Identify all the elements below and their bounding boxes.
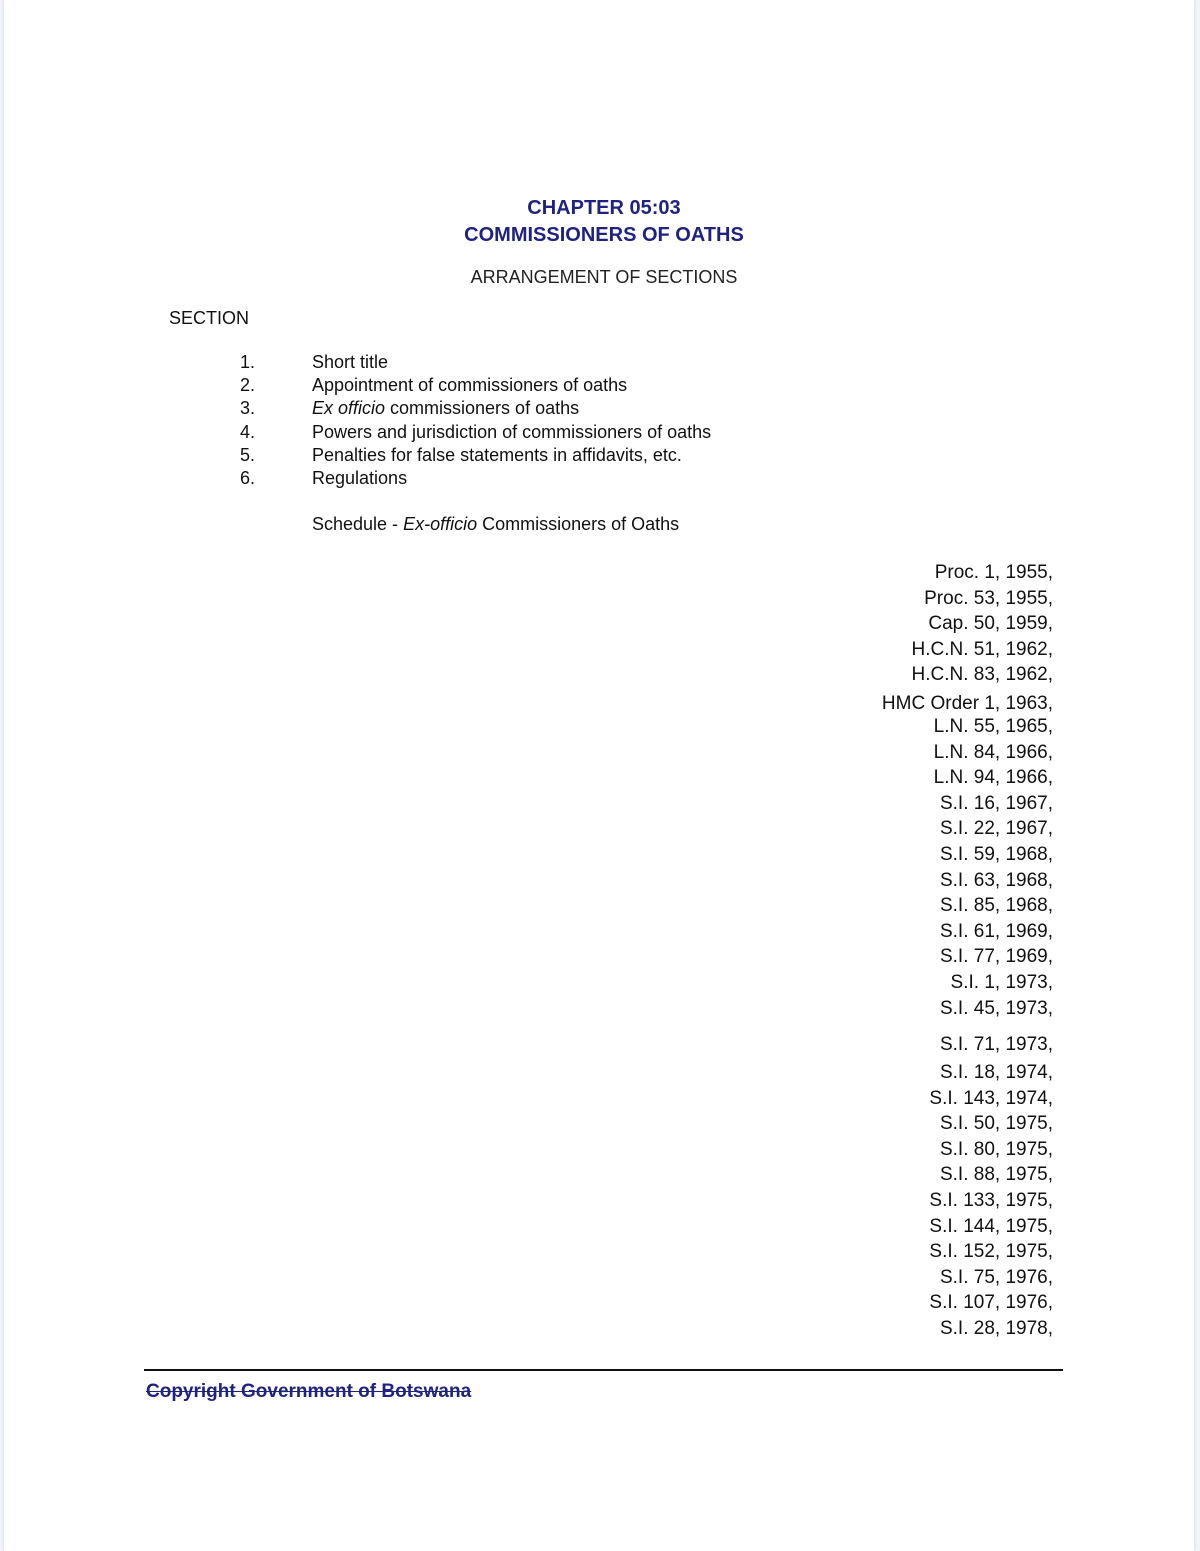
citation-item: S.I. 22, 1967, <box>939 818 1053 840</box>
list-item <box>4 445 1200 468</box>
section-title-italic: Ex officio <box>312 398 386 419</box>
citation-item: S.I. 71, 1973, <box>939 1034 1053 1056</box>
section-number: 6. <box>240 467 256 488</box>
section-title: Appointment of commissioners of oaths <box>312 375 628 396</box>
section-title: Powers and jurisdiction of commissioners of oaths <box>312 421 712 442</box>
citation-item: S.I. 59, 1968, <box>939 843 1053 865</box>
citation-item: HMC Order 1, 1963, <box>881 692 1053 714</box>
citation-item: S.I. 1, 1973, <box>950 971 1053 993</box>
citation-item: S.I. 18, 1974, <box>939 1062 1053 1084</box>
citation-item: S.I. 75, 1976, <box>939 1266 1053 1288</box>
citation-item: L.N. 84, 1966, <box>933 741 1053 763</box>
citation-item: S.I. 144, 1975, <box>929 1215 1053 1237</box>
citation-item: S.I. 28, 1978, <box>939 1318 1053 1340</box>
citation-item: Proc. 1, 1955, <box>934 562 1053 583</box>
list-item <box>4 352 1200 375</box>
citation-item: H.C.N. 51, 1962, <box>911 638 1053 660</box>
section-title: Regulations <box>312 467 408 488</box>
chapter-title: COMMISSIONERS OF OATHS <box>464 224 744 246</box>
section-number: 1. <box>240 352 256 372</box>
citation-item: S.I. 77, 1969, <box>939 946 1053 968</box>
citation-item: S.I. 88, 1975, <box>939 1164 1053 1186</box>
section-label: SECTION <box>169 308 250 328</box>
schedule-prefix: Schedule - <box>312 514 404 534</box>
section-title: Penalties for false statements in affidavits, etc. <box>312 444 682 465</box>
schedule-italic: Ex-officio <box>403 514 478 534</box>
section-title <box>312 398 579 419</box>
citation-item: L.N. 94, 1966, <box>933 767 1053 789</box>
chapter-number: CHAPTER 05:03 <box>527 197 681 219</box>
section-title: Short title <box>312 352 389 372</box>
legislative-citations <box>882 560 1053 1342</box>
citation-item: S.I. 143, 1974, <box>929 1087 1053 1109</box>
arrangement-heading: ARRANGEMENT OF SECTIONS <box>470 267 738 287</box>
list-item <box>4 398 1200 421</box>
section-number: 2. <box>240 375 256 396</box>
citation-item: S.I. 152, 1975, <box>929 1241 1053 1263</box>
citation-item: S.I. 80, 1975, <box>939 1138 1053 1160</box>
document-page <box>4 0 1194 1551</box>
citation-item: Proc. 53, 1955, <box>924 587 1053 609</box>
list-item <box>4 468 1200 491</box>
schedule-entry <box>312 514 679 535</box>
citation-item: S.I. 85, 1968, <box>939 895 1053 917</box>
citation-item: S.I. 63, 1968, <box>939 869 1053 891</box>
footer-divider <box>144 1369 1063 1371</box>
section-number: 5. <box>240 444 256 465</box>
section-number: 4. <box>240 421 256 442</box>
citation-item: S.I. 45, 1973, <box>939 997 1053 1019</box>
citation-item: S.I. 61, 1969, <box>939 920 1053 942</box>
citation-item: H.C.N. 83, 1962, <box>911 664 1053 686</box>
list-item <box>4 422 1200 445</box>
copyright-notice: Copyright Government of Botswana <box>146 1381 472 1402</box>
citation-item: S.I. 50, 1975, <box>939 1113 1053 1135</box>
list-item <box>4 375 1200 398</box>
section-title-rest: commissioners of oaths <box>385 398 580 419</box>
citation-item: Cap. 50, 1959, <box>928 613 1053 635</box>
citation-item: S.I. 16, 1967, <box>939 792 1053 814</box>
citation-item: L.N. 55, 1965, <box>933 715 1053 737</box>
citation-item: S.I. 133, 1975, <box>929 1190 1053 1212</box>
citation-item: S.I. 107, 1976, <box>929 1292 1053 1314</box>
schedule-rest: Commissioners of Oaths <box>477 514 680 534</box>
section-list <box>4 352 1200 491</box>
section-number: 3. <box>240 398 256 419</box>
